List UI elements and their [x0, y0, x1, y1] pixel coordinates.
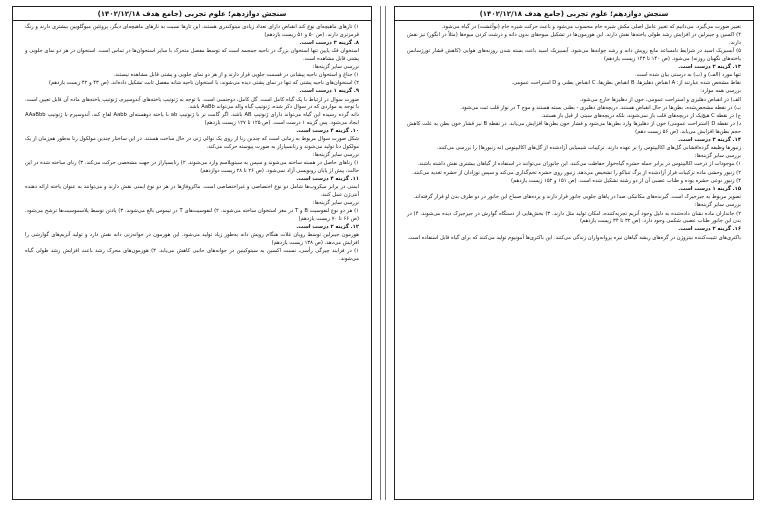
answer-paragraph: باکتری‌های تثبیت‌کننده نیتروژن در گره‌های ریشه گیاهان تیره پروانه‌واران زندگی می‌کنند. این باکتری‌ها آمونیوم تولید می‌کنند که برای گیاه قابل استفاده است. [407, 234, 741, 241]
answer-paragraph: ۱) هر دو نوع لنفوسیت B و T در مغز استخوان ساخته می‌شوند. ۲) لنفوسیت‌های T در تیموس بالغ می‌شوند. ۳) پادتن توسط پلاسموسیت‌ها ترشح می‌شود. (ص ۶۶ تا ۷۰ زیست یازدهم) [25, 208, 359, 222]
right-page [394, 6, 754, 500]
answer-paragraph: ۱) جناغ و استخوان ناحیه پیشانی در قسمت جلویی قرار دارند و از هر دو نمای جلویی و پشتی قابل مشاهده نیستند. [113, 71, 359, 78]
answer-paragraph: ۱) در فرایند چیرگی رأسی، نسبت اکسین به سیتوکینین در جوانه‌های جانبی کاهش می‌یابد. ۳) هورمون‌های محرک رشد باعث افزایش رشد طولی گیاه می‌شوند. [25, 247, 359, 262]
answer-paragraph: شکل صورت سوال مربوط به زمانی است که چندین رنا از روی یک نوالی ژنی در حال ساخت هستند. در این ساختار چندین مولکول رنا به‌طور هم‌زمان از یک مولکول دنا تولید می‌شوند و رنابسپاراز به صورت پیوسته حرکت می‌کند. [25, 136, 359, 150]
answer-paragraph: ۱) موجودات از درخت اکالیپتوس در برابر حمله حشره گیاه‌خوار حفاظت می‌کنند. این جانوران می‌توانند در استفاده از گیاهان بیشتری نقش داشته باشند. [417, 161, 741, 168]
answer-paragraph: زنبورها وظیفه گرده‌افشانی گل‌های اکالیپتوس را بر عهده دارند. ترکیبات شیمیایی آزادشده از گل‌های اکالیپتوس (نه زنبورها) را بررسی می‌کنند. [437, 145, 741, 152]
right-page-content [395, 21, 753, 242]
answer-paragraph: ب) در نقطه مشخص‌شده، بطن‌ها در حال انقباض هستند. دریچه‌های دهلیزی - بطنی بسته هستند و موج T در نوار قلب ثبت می‌شود. [460, 104, 741, 111]
answer-paragraph: هورمون جیبرلین توسط رویان غلات هنگام رویش دانه به‌طور زیاد تولید می‌شود. این هورمون در جوانه‌زنی دانه نقش دارد و تولید آنزیم‌های گوارشی را افزایش می‌دهد. (ص ۱۳۸ زیست یازدهم) [25, 232, 359, 246]
answer-paragraph: بررسی سایر گزینه‌ها: [694, 153, 741, 160]
answer-paragraph: د) در نقطه D (استراحت عمومی) خون از دهلیزها وارد بطن‌ها می‌شود و فشار خون بطن‌ها افزایش می‌یابد. در نقطه B نیز فشار خون بطن به علت کاهش حجم بطن‌ها افزایش می‌یابد. (ص ۵۶ زیست دهم) [407, 121, 742, 135]
answer-heading: ۱۴. گزینه ۳ درست است. [678, 136, 741, 143]
answer-paragraph: الف) در انقباض دهلیزی و استراحت عمومی، خون از دهلیزها خارج می‌شود. [579, 96, 741, 103]
page-separator [380, 6, 386, 500]
answer-paragraph: بررسی سایر گزینه‌ها: [312, 152, 359, 159]
answer-paragraph: بررسی سایر گزینه‌ها: [694, 202, 741, 209]
answer-paragraph: صورت سوال در ارتباط با یک گیاه کامل است. گل کامل، دوجنسی است. با توجه به ژنوتیپ یاخته‌های آندوسپرم، ژنوتیپ یاخته‌های ماده آن قابل تعیین است. با توجه به مواردی که در سوال ذکر شده، ژنوتیپ گیاه والد می‌تواند AaBb باشد. [25, 96, 359, 111]
answer-paragraph: ۱) تارهای ماهیچه‌ای نوع کند انقباض دارای تعداد زیادی میتوکندری هستند. این تارها نسبت به تارهای ماهیچه‌ای دیگر، پروتئین میوگلوبین بیشتری دارند و رنگ قرمزتری دارند. (ص ۵۰ و ۵۱ زیست یازدهم) [25, 24, 359, 38]
answer-paragraph: بررسی همه موارد: [700, 88, 741, 95]
answer-paragraph: ۴) زنبور نوعی حشره بوده و طناب عصبی آن از دو رشته تشکیل شده است. (ص ۱۵۱ و ۱۵۲ زیست یازدهم) [511, 177, 741, 184]
answer-paragraph: تغییر صورت می‌گیرد. می‌دانیم که تغییر عامل اصلی مکش شیره خام محسوب می‌شود و باعث حرکت شیره خام (نوآغشت) در گیاه می‌شود. [441, 24, 741, 30]
answer-paragraph: ۲) استخوان‌های ناحیه پشتی که تنها در نمای پشتی دیده می‌شوند، با استخوان ناحیه شانه مفصل ثابت تشکیل داده‌اند. (ص ۴۳ و ۴۲ زیست یازدهم) [48, 80, 359, 87]
answer-paragraph: تصویر مربوط به جیرجیرک است. گیرنده‌های مکانیکی صدا در پاهای جلویی جانور قرار دارند و پرده‌های صماخ این جانور در دو طرف بدن او قرار گرفته‌اند. [413, 194, 741, 201]
answer-heading: ۹. گزینه ۱ درست است. [299, 88, 359, 95]
answer-paragraph: بررسی سایر گزینه‌ها: [312, 63, 359, 70]
answer-paragraph: بررسی سایر گزینه‌ها: [312, 199, 359, 206]
answer-heading: ۱۳. گزینه ۲ درست است. [678, 63, 741, 70]
answer-heading: ۱۶. گزینه ۲ درست است. [678, 226, 741, 233]
answer-paragraph: ۲) جانداران ماده نشان داده‌شده به دلیل وجود آنزیم تجزیه‌کننده، امکان تولید مثل دارند. ۳) بخش‌هایی از دستگاه گوارش در جیرجیرک دیده می‌شوند. ۴) در بدن این جانور طناب عصبی شکمی وجود دارد. (ص ۳۲ تا ۳۴ زیست یازدهم) [407, 210, 741, 225]
answer-paragraph: ایمنی در برابر میکروب‌ها شامل دو نوع اختصاصی و غیراختصاصی است. ماکروفاژها در هر دو نوع ایمنی نقش دارند و می‌توانند به عنوان یاخته ارائه دهنده آنتی‌ژن عمل کنند. [25, 184, 359, 198]
answer-paragraph: نقاط مشخص شده عبارتند از: A انقباض دهلیزها، B انقباض بطن‌ها، C انقباض بطنی و D استراحت عمومی. [511, 80, 741, 87]
answer-heading: ۱۰. گزینه ۴ درست است. [296, 128, 359, 135]
answer-paragraph: استخوان فک پایین تنها استخوان بزرگ در ناحیه جمجمه است که توسط مفصل متحرک با سایر استخوان‌ها در تماس است. استخوان در هر دو نمای جلویی و پشتی قابل مشاهده است. [25, 47, 359, 62]
answer-paragraph: تنها مورد (الف) و (ب) به درستی بیان شده است. [635, 71, 741, 78]
right-page-header: سنجش دوازدهم؛ علوم تجربی (جامع هدف ۱۴۰۲/۱۲/۱۸) [395, 7, 753, 21]
answer-paragraph: ۲) زنبور وحشی ماده ترکیبات فرار آزادشده از برگ تنباکو را تشخیص می‌دهد. زنبور روی حشره تخم‌گذاری می‌کند و سپس نوزادان از حشره تغذیه می‌کنند. [412, 169, 741, 176]
answer-paragraph: ۵) آبسیزیک اسید در شرایط نامساعد مانع رویش دانه و رشد جوانه‌ها می‌شود. آبسیزیک اسید باعث بسته شدن روزنه‌های هوایی (کاهش فشار تورژسانس یاخته‌های نگهبان روزنه) می‌شود. (ص ۱۴۰ تا ۱۴۳ زیست یازدهم) [407, 47, 741, 62]
left-page [12, 6, 372, 500]
left-page-content [13, 21, 371, 263]
answer-heading: ۱۱. گزینه ۴ درست است. [296, 176, 359, 182]
answer-paragraph: ج) در نقطه C هیچ‌یک از دریچه‌های قلب باز نمی‌شوند، بلکه دریچه‌های سینی از قبل باز هستند. [541, 112, 741, 119]
answer-heading: ۸. گزینه ۳ درست است. [299, 39, 359, 46]
answer-heading: ۱۲. گزینه ۲ درست است. [296, 223, 359, 230]
answer-paragraph: دانه گرده رسیده این گیاه می‌تواند دارای ژنوتیپ AB باشد. اگر گامت نر با ژنوتیپ ab با یاخته دوهسته‌ای Aabb لقاح کند، آندوسپرم با ژنوتیپ AAaBbb ایجاد می‌شود. پس گزینه ۱ درست است. (ص ۱۲۵ تا ۱۲۷ زیست یازدهم) [25, 112, 359, 126]
answer-heading: ۱۵. گزینه ۱ درست است. [678, 185, 741, 192]
left-page-header: سنجش دوازدهم؛ علوم تجربی (جامع هدف ۱۴۰۲/۱۲/۱۸) [13, 7, 371, 21]
answer-paragraph: ۴) اکسین و جیبرلین در افزایش رشد طولی یاخته‌ها نقش دارند. این هورمون‌ها در تشکیل میوه‌های بدون دانه و درشت کردن میوه‌ها (مثلاً در انگور) نیز نقش دارند. [407, 32, 741, 46]
answer-paragraph: ۱) رناهای حاصل در هسته ساخته می‌شوند و سپس به سیتوپلاسم وارد می‌شوند. ۲) رنابسپاراز در جهت مشخصی حرکت می‌کند. ۳) رنای ساخته شده در این حالت، پیش از پایان رونویسی آزاد نمی‌شود. (ص ۲۶ تا ۲۸ زیست دوازدهم) [25, 160, 359, 174]
